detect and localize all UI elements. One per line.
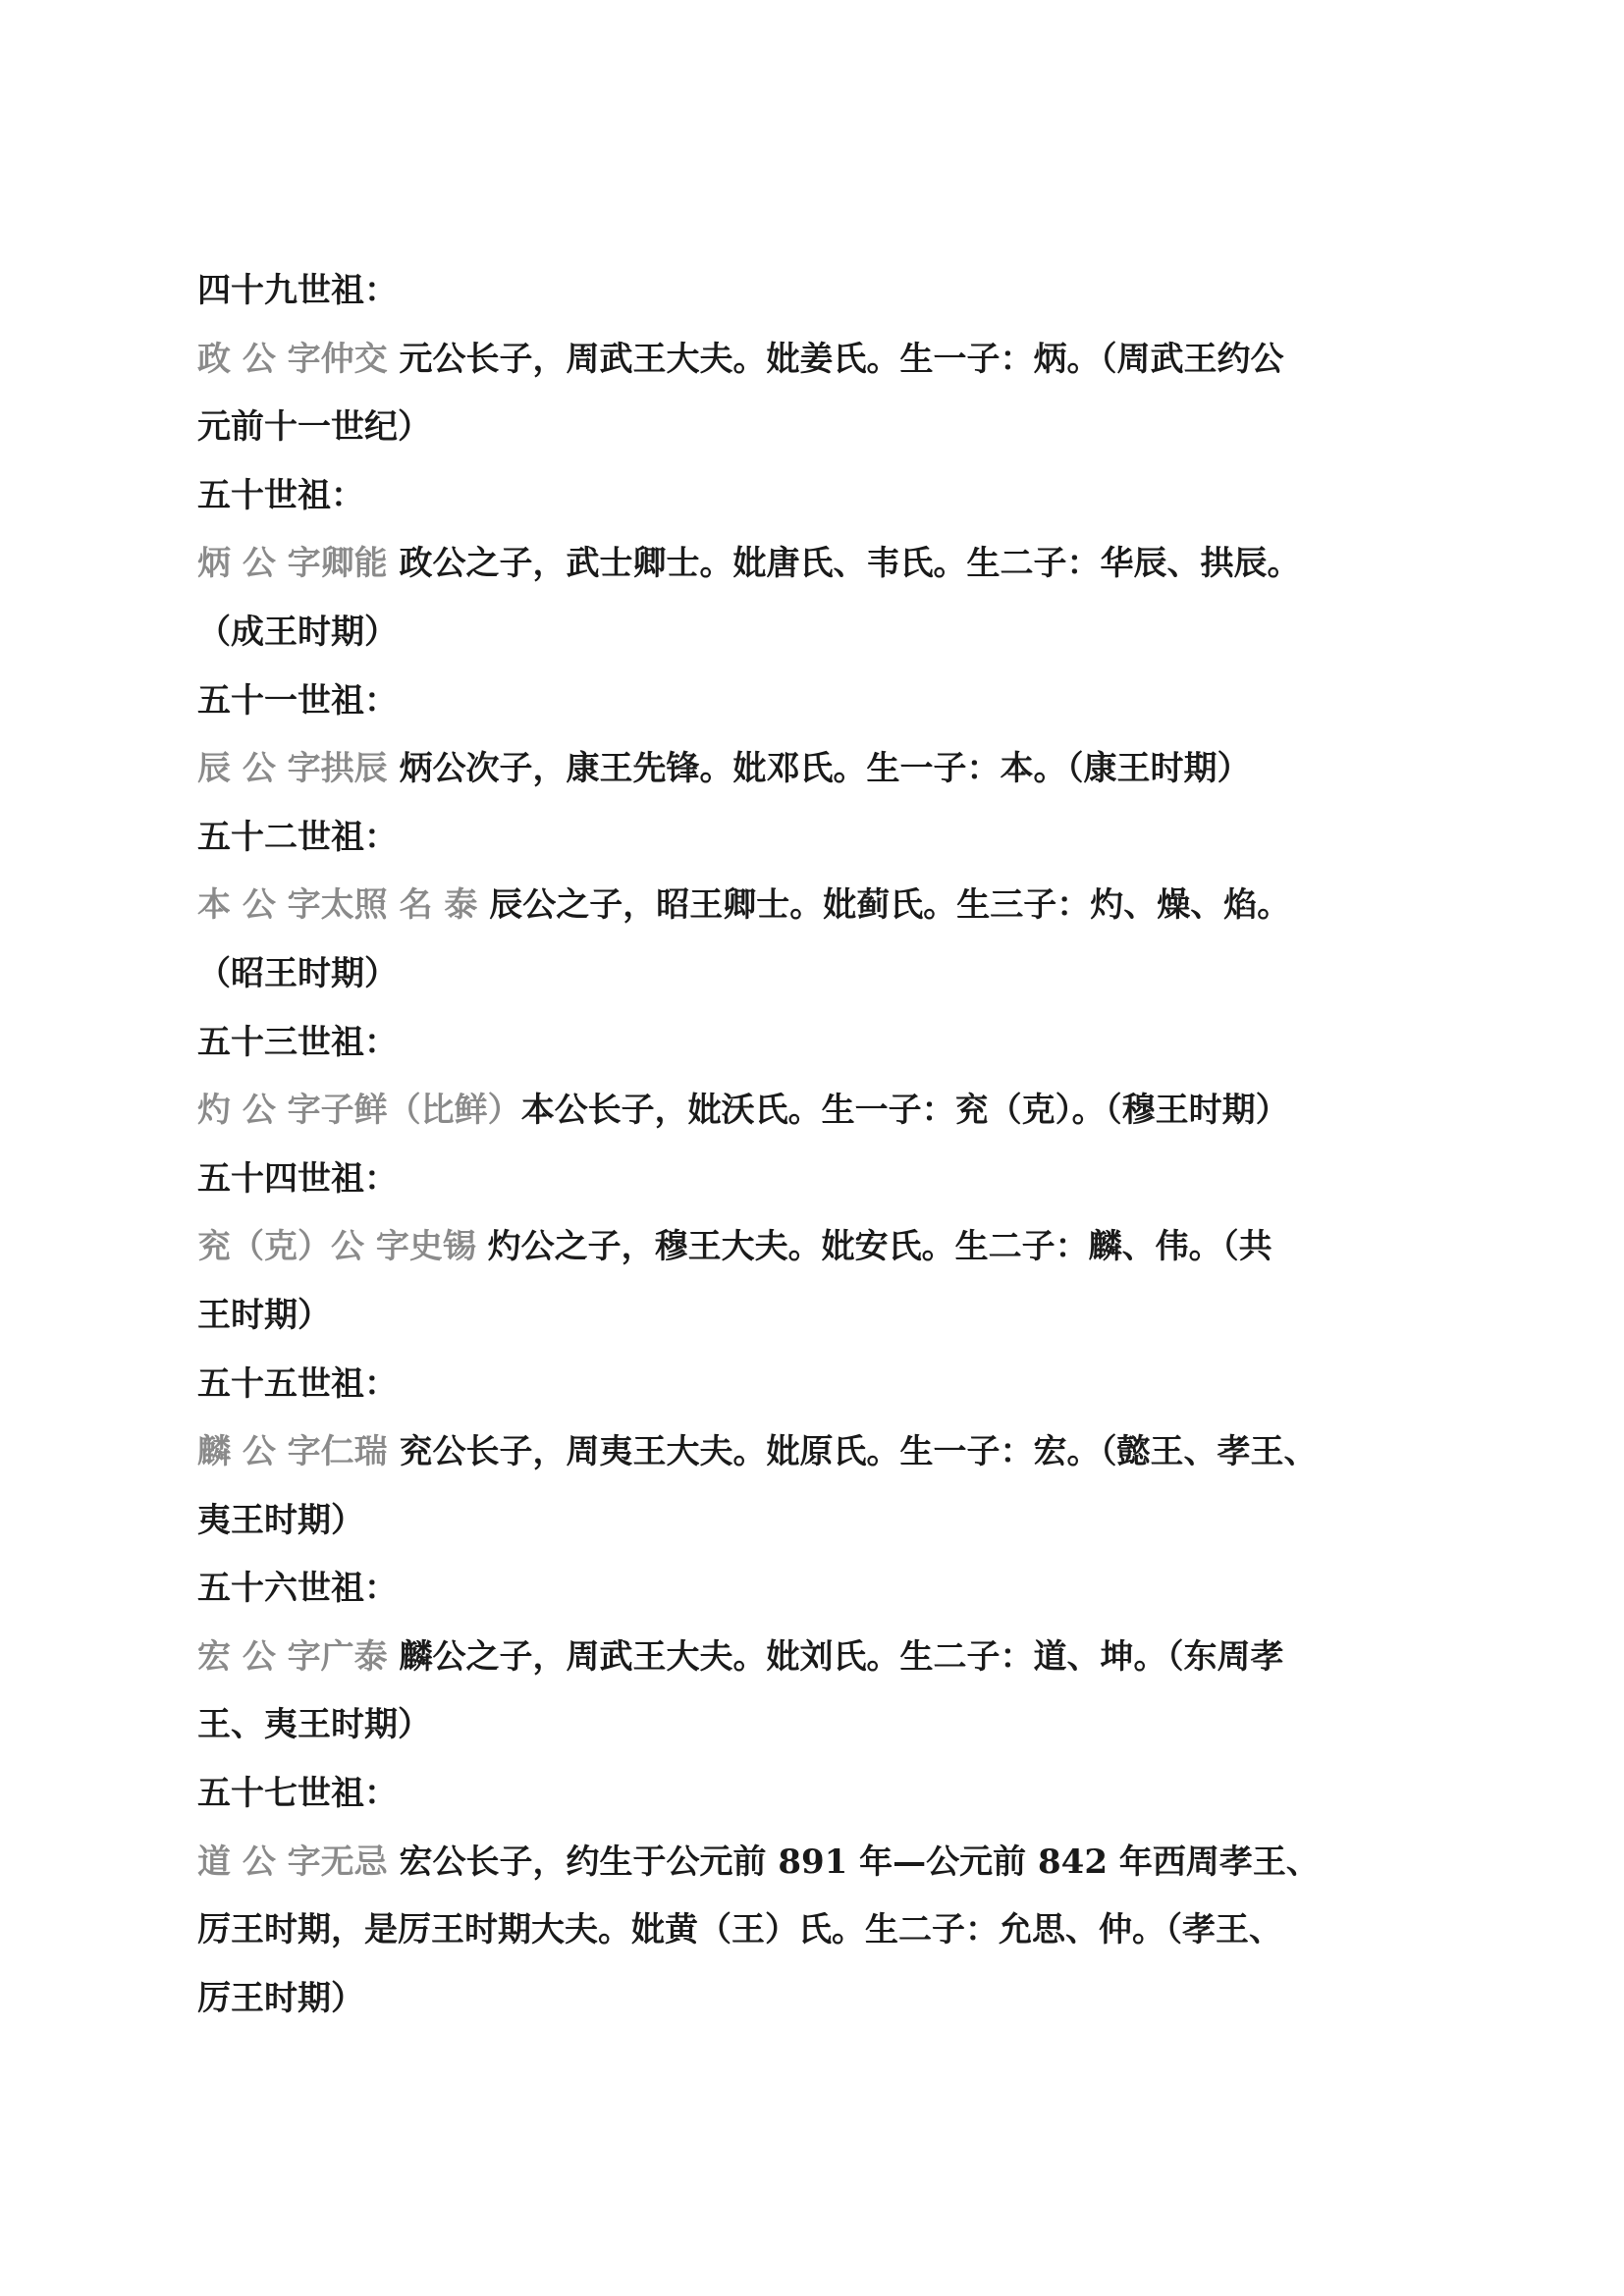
entry-text: 麟公之子，周武王大夫。妣刘氏。生二子：道、坤。（东周孝: [387, 1636, 1284, 1677]
generation-heading: 五十世祖：: [197, 475, 364, 515]
entry-line: 王、夷王时期）: [197, 1705, 431, 1745]
entry-gen-54: [197, 1146, 1444, 1351]
entry-line: [197, 530, 1444, 599]
generation-heading: 五十一世祖：: [197, 680, 398, 721]
entry-text: 本公长子，妣沃氏。生一子：兖（克）。（穆王时期）: [520, 1091, 1289, 1131]
entry-line: 元前十一世纪）: [197, 407, 431, 448]
entry-text: 宏公长子，约生于公元前 891 年—公元前 842 年西周孝王、: [387, 1842, 1320, 1882]
entry-text: 元公长子，周武王大夫。妣姜氏。生一子：炳。（周武王约公: [387, 339, 1284, 379]
entry-line: 厉王时期）: [197, 1978, 364, 2018]
entry-line: [197, 1213, 1444, 1282]
entry-line: 王时期）: [197, 1295, 331, 1335]
generation-heading: 五十四世祖：: [197, 1158, 398, 1199]
genealogy-text: [197, 257, 1444, 2033]
entry-line: [197, 872, 1444, 940]
entry-gen-52: [197, 804, 1444, 1009]
ancestor-name: 政 公 字仲交: [197, 339, 388, 379]
entry-gen-56: [197, 1555, 1444, 1760]
ancestor-name: 本 公 字太照 名 泰: [197, 885, 478, 926]
entry-line: （昭王时期）: [197, 953, 398, 993]
generation-heading: 五十七世祖：: [197, 1774, 398, 1814]
entry-line: [197, 326, 1444, 395]
entry-text: 灼公之子，穆王大夫。妣安氏。生二子：麟、伟。（共: [475, 1227, 1272, 1267]
entry-text: 政公之子，武士卿士。妣唐氏、韦氏。生二子：华辰、拱辰。: [387, 544, 1301, 584]
ancestor-name: 灼 公 字子鲜（比鲜）: [197, 1091, 521, 1131]
entry-gen-49: [197, 257, 1444, 462]
entry-line: 夷王时期）: [197, 1500, 364, 1540]
entry-text: 兖公长子，周夷王大夫。妣原氏。生一子：宏。（懿王、孝王、: [387, 1432, 1318, 1472]
entry-gen-50: [197, 462, 1444, 667]
generation-heading: 五十三世祖：: [197, 1022, 398, 1062]
ancestor-name: 辰 公 字拱辰: [197, 749, 388, 789]
entry-line: 厉王时期，是厉王时期大夫。妣黄（王）氏。生二子：允思、仲。（孝王、: [197, 1910, 1282, 1950]
ancestor-name: 宏 公 字广泰: [197, 1636, 388, 1677]
generation-heading: 五十五世祖：: [197, 1363, 398, 1404]
ancestor-name: 兖（克）公 字史锡: [197, 1227, 476, 1267]
entry-line: [197, 1829, 1444, 1897]
ancestor-name: 炳 公 字卿能: [197, 544, 388, 584]
entry-text: 炳公次子，康王先锋。妣邓氏。生一子：本。（康王时期）: [387, 749, 1251, 789]
entry-gen-53: [197, 1009, 1444, 1146]
generation-heading: 五十六世祖：: [197, 1569, 398, 1609]
generation-heading: 四十九世祖：: [197, 271, 398, 310]
entry-line: [197, 1624, 1444, 1692]
entry-gen-55: [197, 1351, 1444, 1556]
generation-heading: 五十二世祖：: [197, 817, 398, 857]
entry-gen-51: [197, 667, 1444, 804]
entry-line: [197, 1418, 1444, 1487]
entry-text: 辰公之子，昭王卿士。妣蓟氏。生三子：灼、燥、焰。: [477, 885, 1291, 926]
ancestor-name: 麟 公 字仁瑞: [197, 1432, 388, 1472]
entry-gen-57: [197, 1760, 1444, 2033]
ancestor-name: 道 公 字无忌: [197, 1842, 388, 1882]
entry-line: [197, 1077, 1444, 1146]
entry-line: [197, 735, 1444, 804]
entry-line: （成王时期）: [197, 612, 398, 652]
